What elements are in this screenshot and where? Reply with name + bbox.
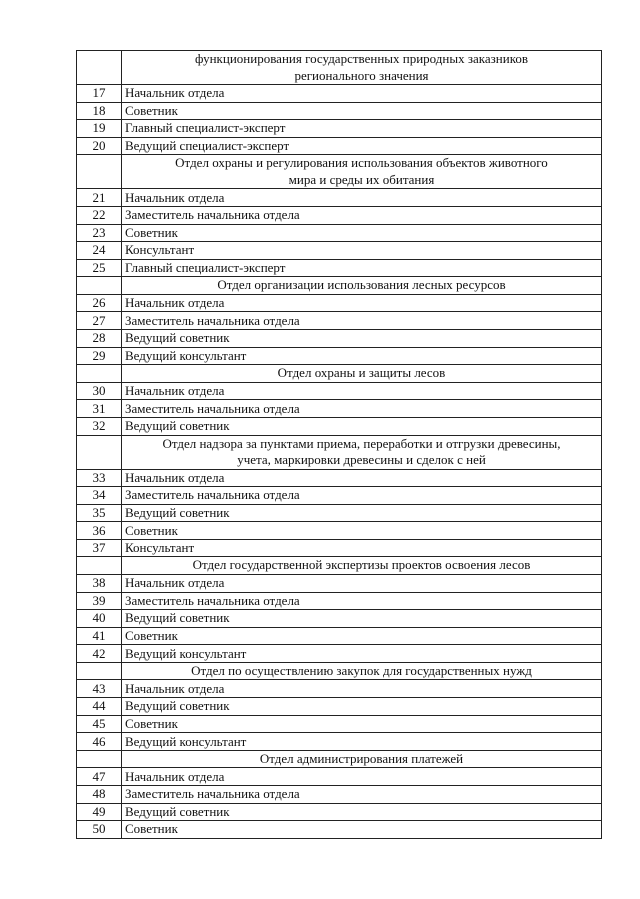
table-row bbox=[77, 347, 602, 365]
row-number: 47 bbox=[77, 768, 122, 786]
table-row bbox=[77, 189, 602, 207]
row-number: 44 bbox=[77, 698, 122, 716]
department-name bbox=[122, 277, 602, 295]
position-title: Ведущий консультант bbox=[122, 645, 602, 663]
position-title: Заместитель начальника отдела bbox=[122, 487, 602, 505]
row-number: 38 bbox=[77, 574, 122, 592]
row-number: 20 bbox=[77, 137, 122, 155]
table-row bbox=[77, 259, 602, 277]
position-title: Начальник отдела bbox=[122, 382, 602, 400]
position-title: Начальник отдела bbox=[122, 680, 602, 698]
table-row bbox=[77, 137, 602, 155]
department-heading-row bbox=[77, 51, 602, 85]
row-number: 18 bbox=[77, 102, 122, 120]
row-number: 33 bbox=[77, 469, 122, 487]
row-number: 23 bbox=[77, 224, 122, 242]
position-title: Заместитель начальника отдела bbox=[122, 592, 602, 610]
table-row bbox=[77, 610, 602, 628]
department-heading-row bbox=[77, 750, 602, 768]
department-name-line: Отдел организации использования лесных ресурсов bbox=[217, 277, 506, 293]
position-title: Заместитель начальника отдела bbox=[122, 312, 602, 330]
department-name-line: Отдел администрирования платежей bbox=[259, 750, 464, 766]
table-row bbox=[77, 803, 602, 821]
department-name bbox=[122, 750, 602, 768]
department-heading-row bbox=[77, 435, 602, 469]
table-row bbox=[77, 102, 602, 120]
department-name-line: мира и среды их обитания bbox=[288, 171, 435, 187]
table-row bbox=[77, 400, 602, 418]
row-number: 17 bbox=[77, 85, 122, 103]
table-row bbox=[77, 768, 602, 786]
empty-number-cell bbox=[77, 365, 122, 383]
table-row bbox=[77, 821, 602, 839]
department-name-line: Отдел надзора за пунктами приема, переработки и отгрузки древесины, bbox=[162, 435, 561, 451]
department-heading-row bbox=[77, 365, 602, 383]
row-number: 30 bbox=[77, 382, 122, 400]
table-row bbox=[77, 539, 602, 557]
row-number: 32 bbox=[77, 417, 122, 435]
position-title: Ведущий консультант bbox=[122, 733, 602, 751]
department-name bbox=[122, 435, 602, 469]
position-title: Ведущий советник bbox=[122, 698, 602, 716]
department-heading-row bbox=[77, 662, 602, 680]
row-number: 25 bbox=[77, 259, 122, 277]
table-row bbox=[77, 417, 602, 435]
row-number: 35 bbox=[77, 504, 122, 522]
row-number: 21 bbox=[77, 189, 122, 207]
table-row bbox=[77, 469, 602, 487]
positions-table bbox=[76, 50, 602, 839]
department-name bbox=[122, 557, 602, 575]
table-row bbox=[77, 382, 602, 400]
row-number: 36 bbox=[77, 522, 122, 540]
empty-number-cell bbox=[77, 435, 122, 469]
empty-number-cell bbox=[77, 155, 122, 189]
table-row bbox=[77, 715, 602, 733]
table-row bbox=[77, 294, 602, 312]
position-title: Начальник отдела bbox=[122, 294, 602, 312]
department-name-line: учета, маркировки древесины и сделок с ней bbox=[237, 452, 486, 467]
position-title: Советник bbox=[122, 224, 602, 242]
row-number: 28 bbox=[77, 330, 122, 348]
empty-number-cell bbox=[77, 662, 122, 680]
row-number: 27 bbox=[77, 312, 122, 330]
department-name-line: Отдел по осуществлению закупок для государственных нужд bbox=[191, 662, 532, 678]
department-name-line: регионального значения bbox=[294, 67, 429, 83]
row-number: 29 bbox=[77, 347, 122, 365]
position-title: Советник bbox=[122, 102, 602, 120]
row-number: 45 bbox=[77, 715, 122, 733]
table-row bbox=[77, 504, 602, 522]
table-row bbox=[77, 312, 602, 330]
position-title: Начальник отдела bbox=[122, 574, 602, 592]
position-title: Советник bbox=[122, 522, 602, 540]
table-row bbox=[77, 627, 602, 645]
table-row bbox=[77, 645, 602, 663]
position-title: Начальник отдела bbox=[122, 469, 602, 487]
position-title: Ведущий специалист-эксперт bbox=[122, 137, 602, 155]
table-row bbox=[77, 206, 602, 224]
position-title: Ведущий советник bbox=[122, 803, 602, 821]
table-row bbox=[77, 574, 602, 592]
department-name-line: функционирования государственных природных заказников bbox=[195, 51, 528, 66]
position-title: Ведущий советник bbox=[122, 610, 602, 628]
position-title: Консультант bbox=[122, 539, 602, 557]
position-title: Ведущий советник bbox=[122, 504, 602, 522]
department-name bbox=[122, 365, 602, 383]
department-name bbox=[122, 662, 602, 680]
row-number: 43 bbox=[77, 680, 122, 698]
table-row bbox=[77, 680, 602, 698]
row-number: 41 bbox=[77, 627, 122, 645]
row-number: 49 bbox=[77, 803, 122, 821]
table-row bbox=[77, 733, 602, 751]
position-title: Ведущий советник bbox=[122, 417, 602, 435]
empty-number-cell bbox=[77, 51, 122, 85]
row-number: 26 bbox=[77, 294, 122, 312]
row-number: 34 bbox=[77, 487, 122, 505]
empty-number-cell bbox=[77, 750, 122, 768]
position-title: Консультант bbox=[122, 242, 602, 260]
table-row bbox=[77, 330, 602, 348]
empty-number-cell bbox=[77, 277, 122, 295]
row-number: 19 bbox=[77, 120, 122, 138]
position-title: Заместитель начальника отдела bbox=[122, 206, 602, 224]
department-name-line: Отдел охраны и защиты лесов bbox=[277, 365, 446, 381]
table-row bbox=[77, 120, 602, 138]
position-title: Заместитель начальника отдела bbox=[122, 785, 602, 803]
table-row bbox=[77, 487, 602, 505]
empty-number-cell bbox=[77, 557, 122, 575]
row-number: 48 bbox=[77, 785, 122, 803]
positions-table-body bbox=[77, 51, 602, 839]
table-row bbox=[77, 698, 602, 716]
department-heading-row bbox=[77, 155, 602, 189]
position-title: Советник bbox=[122, 627, 602, 645]
row-number: 40 bbox=[77, 610, 122, 628]
department-name bbox=[122, 155, 602, 189]
department-name-line: Отдел государственной экспертизы проектов освоения лесов bbox=[192, 557, 531, 573]
department-name-line: Отдел охраны и регулирования использования объектов животного bbox=[175, 155, 548, 171]
table-row bbox=[77, 242, 602, 260]
position-title: Ведущий советник bbox=[122, 330, 602, 348]
table-row bbox=[77, 522, 602, 540]
department-heading-row bbox=[77, 557, 602, 575]
position-title: Начальник отдела bbox=[122, 189, 602, 207]
row-number: 31 bbox=[77, 400, 122, 418]
row-number: 39 bbox=[77, 592, 122, 610]
row-number: 50 bbox=[77, 821, 122, 839]
position-title: Советник bbox=[122, 715, 602, 733]
department-heading-row bbox=[77, 277, 602, 295]
position-title: Главный специалист-эксперт bbox=[122, 120, 602, 138]
department-name bbox=[122, 51, 602, 85]
position-title: Начальник отдела bbox=[122, 768, 602, 786]
position-title: Заместитель начальника отдела bbox=[122, 400, 602, 418]
row-number: 22 bbox=[77, 206, 122, 224]
row-number: 24 bbox=[77, 242, 122, 260]
row-number: 46 bbox=[77, 733, 122, 751]
table-row bbox=[77, 785, 602, 803]
position-title: Ведущий консультант bbox=[122, 347, 602, 365]
table-row bbox=[77, 592, 602, 610]
table-row bbox=[77, 224, 602, 242]
position-title: Советник bbox=[122, 821, 602, 839]
position-title: Главный специалист-эксперт bbox=[122, 259, 602, 277]
row-number: 42 bbox=[77, 645, 122, 663]
position-title: Начальник отдела bbox=[122, 85, 602, 103]
table-row bbox=[77, 85, 602, 103]
row-number: 37 bbox=[77, 539, 122, 557]
